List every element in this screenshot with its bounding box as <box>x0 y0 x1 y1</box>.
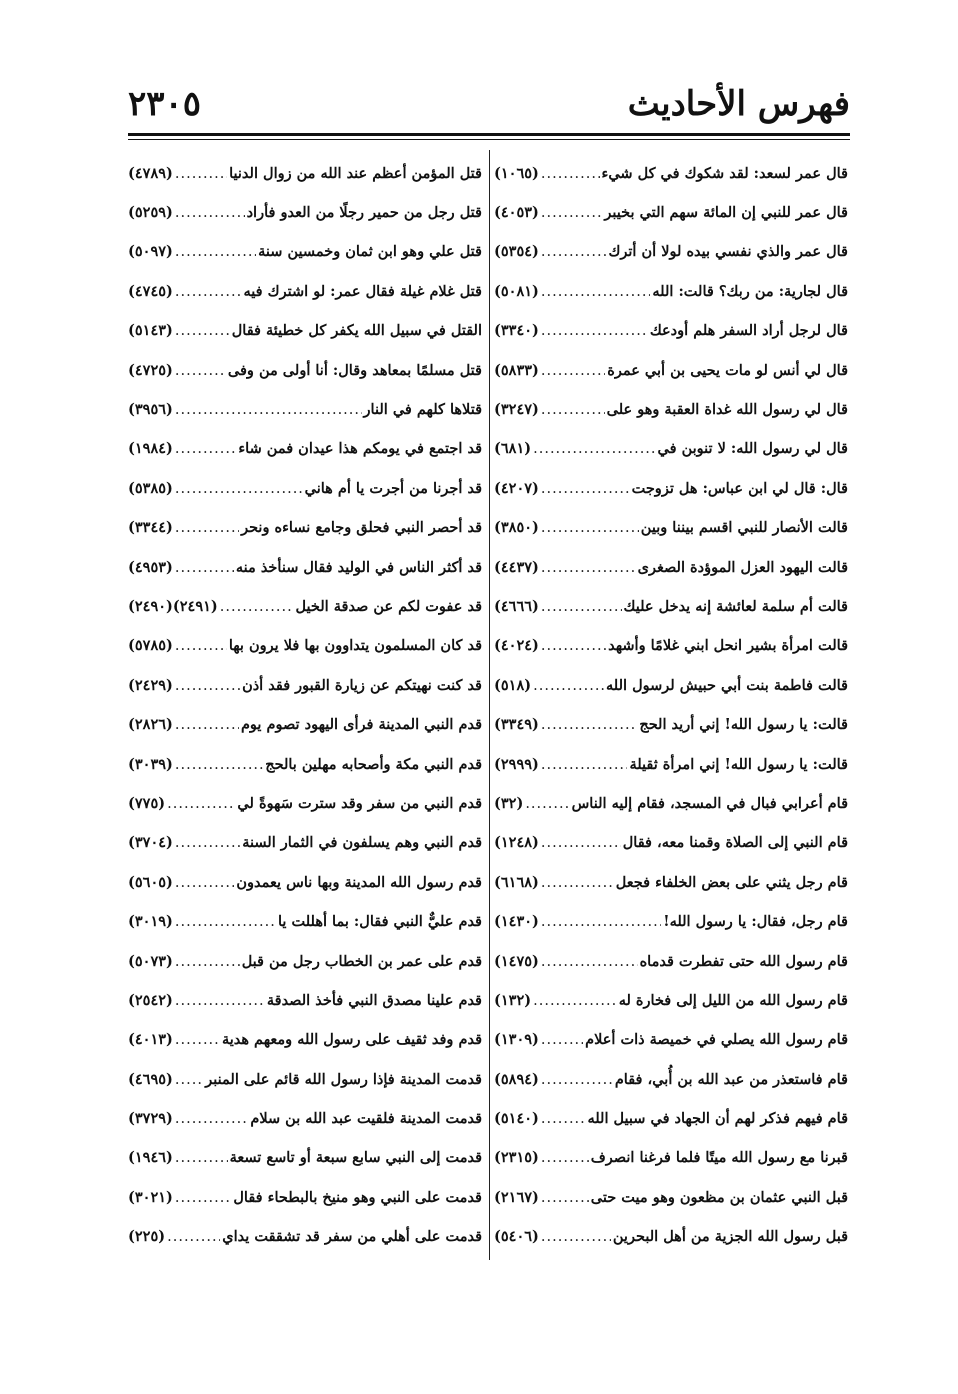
hadith-index-entry <box>494 154 848 193</box>
hadith-index-entry <box>494 705 848 744</box>
hadith-index-entry <box>128 548 482 587</box>
dot-leader <box>175 471 303 507</box>
dot-leader <box>525 786 569 822</box>
hadith-text: قال لجارية: من ربك؟ قالت: الله <box>652 282 848 300</box>
hadith-number: (٣٩٥٦) <box>128 401 173 419</box>
hadith-number: (٦١٦٨) <box>494 873 539 891</box>
hadith-number: (٤٦٦٦) <box>494 597 539 615</box>
hadith-text: قدمت المدينة فإذا رسول الله قائم على المنبر <box>205 1070 482 1088</box>
hadith-text: قام النبي إلى الصلاة وقمنا معه، فقال <box>622 834 848 852</box>
dot-leader <box>533 983 617 1019</box>
hadith-number: (٤٢٠٧) <box>494 479 539 497</box>
hadith-index-entry <box>128 312 482 351</box>
hadith-text: قام أعرابي فبال في المسجد، فقام إليه الناس <box>571 794 848 812</box>
hadith-number: (٣٣٤٤) <box>128 519 173 537</box>
dot-leader <box>175 747 263 783</box>
hadith-number: (٣٠٢١) <box>128 1188 173 1206</box>
hadith-number: (٥٠٧٣) <box>128 952 173 970</box>
hadith-text: قام رجل يثني على بعض الخلفاء فجعل <box>615 873 848 891</box>
hadith-index-entry <box>494 1218 848 1257</box>
hadith-index-entry <box>494 509 848 548</box>
hadith-index-entry <box>128 390 482 429</box>
dot-leader <box>175 392 362 428</box>
hadith-number: (١٩٤٦) <box>128 1149 173 1167</box>
hadith-index-entry <box>494 1139 848 1178</box>
hadith-number: (٣٠٣٩) <box>128 755 173 773</box>
dot-leader <box>175 274 242 310</box>
hadith-number: (٥٠٩٧) <box>128 243 173 261</box>
dot-leader <box>541 313 648 349</box>
hadith-index-entry <box>494 193 848 232</box>
dot-leader <box>175 707 239 743</box>
hadith-text: قد عفوت لكم عن صدقة الخيل <box>295 597 482 615</box>
hadith-number: (٢٣١٥) <box>494 1149 539 1167</box>
hadith-text: قدم على عمر بن الخطاب رجل من قبل <box>241 952 482 970</box>
right-column <box>494 154 848 1257</box>
dot-leader <box>175 1101 248 1137</box>
dot-leader <box>541 944 638 980</box>
hadith-index-entry <box>494 587 848 626</box>
dot-leader <box>533 668 604 704</box>
left-column <box>128 154 482 1257</box>
hadith-number: (٢٨٢٦) <box>128 716 173 734</box>
hadith-index-entry <box>128 1060 482 1099</box>
hadith-text: قال عمر للنبي إن المائة سهم التي بخيبر <box>604 204 848 222</box>
hadith-number: (٤٧٢٥) <box>128 361 173 379</box>
dot-leader <box>175 825 240 861</box>
dot-leader <box>220 589 294 625</box>
hadith-index-entry <box>494 351 848 390</box>
hadith-number: (٢٢٥) <box>128 1228 166 1246</box>
dot-leader <box>541 1062 613 1098</box>
hadith-text: قبل النبي عثمان بن مظعون وهو ميت حتى <box>590 1188 848 1206</box>
hadith-text: قدم عليٌّ النبي فقال: بما أهللت يا <box>277 913 482 931</box>
dot-leader <box>175 983 265 1019</box>
hadith-text: قبل رسول الله الجزية من أهل البحرين <box>612 1228 848 1246</box>
hadith-number: (٦٨١) <box>494 440 532 458</box>
hadith-number: (٣٣٤٩) <box>494 716 539 734</box>
hadith-index-entry <box>128 1021 482 1060</box>
hadith-text: قبرنا مع رسول الله ميتًا فلما فرغنا انصرف <box>590 1149 848 1167</box>
dot-leader <box>175 904 276 940</box>
hadith-text: قتل المؤمن أعظم عند الله من زوال الدنيا <box>229 164 482 182</box>
dot-leader <box>541 550 636 586</box>
hadith-index-entry <box>494 627 848 666</box>
hadith-text: قام فاستعذر من عبد الله بن أُبي، فقام <box>614 1070 848 1088</box>
hadith-text: قدمت المدينة فلقيت عبد الله بن سلام <box>250 1110 482 1128</box>
hadith-index-entry <box>128 1218 482 1257</box>
hadith-index-entry <box>128 469 482 508</box>
hadith-number: (٢٥٤٢) <box>128 991 173 1009</box>
hadith-text: قالت: يا رسول الله! إني امرأة ثقيلة <box>629 755 848 773</box>
dot-leader <box>541 392 605 428</box>
hadith-index-entry <box>128 430 482 469</box>
hadith-number: (٣٠١٩) <box>128 913 173 931</box>
dot-leader <box>541 195 603 231</box>
hadith-text: قدم وفد ثقيف على رسول الله ومعهم هدية <box>221 1031 482 1049</box>
hadith-number: (٥٧٨٥) <box>128 637 173 655</box>
page-title: فهرس الأحاديث <box>627 84 850 124</box>
hadith-number: (٣٧٠٤) <box>128 834 173 852</box>
hadith-text: قالت أم سلمة لعائشة إنه يدخل عليك <box>623 597 848 615</box>
header-rule-thick <box>128 133 850 136</box>
hadith-text: قام رسول الله من الليل إلى فخارة له <box>618 991 848 1009</box>
dot-leader <box>541 1180 589 1216</box>
hadith-text: قالت الأنصار للنبي اقسم بيننا وبين <box>640 519 848 537</box>
hadith-number: (٥٤٠٦) <box>494 1228 539 1246</box>
dot-leader <box>175 628 227 664</box>
hadith-text: قدم النبي المدينة فرأى اليهود تصوم يوم <box>240 716 482 734</box>
hadith-text: قتل غلام غيلة فقال عمر: لو اشترك فيه <box>243 282 482 300</box>
dot-leader <box>175 195 245 231</box>
hadith-number: (٥١٨) <box>494 676 532 694</box>
hadith-text: قتل علي وهو ابن ثمان وخمسين سنة <box>258 243 482 261</box>
hadith-index-entry <box>128 902 482 941</box>
dot-leader <box>175 944 240 980</box>
hadith-number: (١٣٠٩) <box>494 1031 539 1049</box>
hadith-index-entry <box>494 548 848 587</box>
hadith-index-entry <box>494 784 848 823</box>
hadith-text: قدم رسول الله المدينة وبها ناس يعمدون <box>236 873 482 891</box>
dot-leader <box>541 865 614 901</box>
hadith-text: قد كنت نهيتكم عن زيارة القبور فقد أذن <box>242 676 482 694</box>
dot-leader <box>541 353 605 389</box>
hadith-number: (١٢٤٨) <box>494 834 539 852</box>
hadith-number: (٥١٤٠) <box>494 1110 539 1128</box>
hadith-text: قتل رجل من حمير رجلًا من العدو فأراد <box>246 204 482 222</box>
hadith-number: (٥٨٩٤) <box>494 1070 539 1088</box>
hadith-text: قام فيهم فذكر لهم أن الجهاد في سبيل الله <box>587 1110 848 1128</box>
hadith-number: (٧٧٥) <box>128 794 166 812</box>
hadith-index-entry <box>128 154 482 193</box>
hadith-index-entry <box>128 824 482 863</box>
dot-leader <box>541 234 607 270</box>
hadith-index-entry <box>128 863 482 902</box>
hadith-number: (٢٤٢٩) <box>128 676 173 694</box>
hadith-index-entry <box>128 784 482 823</box>
hadith-index-entry <box>494 312 848 351</box>
header-rule-thin <box>128 139 850 140</box>
dot-leader <box>541 510 639 546</box>
hadith-text: قتل مسلمًا بمعاهد وقال: أنا أولى من وفى <box>227 361 482 379</box>
hadith-number: (٤٧٨٩) <box>128 164 173 182</box>
hadith-index-entry <box>128 509 482 548</box>
dot-leader <box>175 550 234 586</box>
dot-leader <box>175 1062 203 1098</box>
hadith-text: قدمت على النبي وهو منيخ بالبطحاء فقال <box>233 1188 482 1206</box>
hadith-number: (٣٢٤٧) <box>494 401 539 419</box>
hadith-text: قدم علينا مصدق النبي فأخذ الصدقة <box>266 991 482 1009</box>
dot-leader <box>541 904 661 940</box>
hadith-text: قالت فاطمة بنت أبي حبيش لرسول الله <box>606 676 848 694</box>
hadith-index-entry <box>128 745 482 784</box>
hadith-text: قام رجل، فقال: يا رسول الله! <box>663 913 848 931</box>
dot-leader <box>541 1101 586 1137</box>
dot-leader <box>175 353 226 389</box>
hadith-number: (٢٩٩٩) <box>494 755 539 773</box>
hadith-index-entry <box>494 430 848 469</box>
hadith-index-entry <box>128 705 482 744</box>
hadith-text: قال لرجل أراد السفر هلم أودعك <box>649 322 848 340</box>
hadith-index-entry <box>494 745 848 784</box>
dot-leader <box>175 1180 231 1216</box>
column-divider <box>489 150 490 1260</box>
dot-leader <box>175 313 230 349</box>
hadith-number: (١٤٣٠) <box>494 913 539 931</box>
hadith-index-entry <box>128 193 482 232</box>
hadith-text: قال: قال لي ابن عباس: هل تزوجت <box>631 479 848 497</box>
hadith-number: (٣٧٢٩) <box>128 1110 173 1128</box>
hadith-number: (٤٩٥٣) <box>128 558 173 576</box>
hadith-index-entry <box>494 981 848 1020</box>
dot-leader <box>175 234 256 270</box>
dot-leader <box>541 274 650 310</box>
hadith-index-entry <box>494 233 848 272</box>
dot-leader <box>175 668 240 704</box>
hadith-number: (٥٠٨١) <box>494 282 539 300</box>
page-number: ٢٣٠٥ <box>128 84 202 124</box>
hadith-index-entry <box>494 942 848 981</box>
hadith-index-entry <box>128 233 482 272</box>
hadith-text: قالت اليهود العزل الموؤدة الصغرى <box>637 558 848 576</box>
hadith-number: (٥٣٥٤) <box>494 243 539 261</box>
hadith-number: (٥١٤٣) <box>128 322 173 340</box>
dot-leader <box>541 589 622 625</box>
hadith-number: (٤٧٤٥) <box>128 282 173 300</box>
page-header <box>128 78 850 132</box>
hadith-index-entry <box>494 902 848 941</box>
dot-leader <box>175 865 234 901</box>
hadith-number: (٤٦٩٥) <box>128 1070 173 1088</box>
hadith-number: (١٩٨٤) <box>128 440 173 458</box>
hadith-index-entry <box>494 666 848 705</box>
hadith-number: (٥٢٥٩) <box>128 204 173 222</box>
hadith-text: قدم النبي وهم يسلفون في الثمار السنة <box>242 834 482 852</box>
hadith-index-entry <box>128 1139 482 1178</box>
hadith-index-entry <box>128 981 482 1020</box>
hadith-index-entry <box>494 1021 848 1060</box>
hadith-number: (٤٠١٣) <box>128 1031 173 1049</box>
dot-leader <box>541 1140 589 1176</box>
hadith-number: (٤٠٥٣) <box>494 204 539 222</box>
hadith-text: قد أكثر الناس في الوليد فقال سنأخذ منه <box>235 558 482 576</box>
dot-leader <box>541 747 628 783</box>
hadith-index-entry <box>494 390 848 429</box>
hadith-number: (٢١٦٧) <box>494 1188 539 1206</box>
hadith-index-entry <box>494 863 848 902</box>
hadith-text: قد كان المسلمون يتداوون بها فلا يرون بها <box>228 637 482 655</box>
hadith-index-entry <box>128 272 482 311</box>
dot-leader <box>541 707 637 743</box>
dot-leader <box>541 628 606 664</box>
hadith-text: قدم النبي من سفر وقد سترت سَهوةً لي <box>237 794 482 812</box>
dot-leader <box>541 1219 611 1255</box>
hadith-index-entry <box>494 1099 848 1138</box>
hadith-number: (٢٤٩١)(٢٤٩٠) <box>128 597 218 615</box>
hadith-number: (٣٣٤٠) <box>494 322 539 340</box>
dot-leader <box>541 156 600 192</box>
hadith-text: قام رسول الله يصلي في خميصة ذات أعلام <box>585 1031 848 1049</box>
hadith-index-entry <box>494 824 848 863</box>
hadith-number: (٤٠٢٤) <box>494 637 539 655</box>
hadith-number: (٤٤٣٧) <box>494 558 539 576</box>
dot-leader <box>175 1140 228 1176</box>
hadith-text: قال لي أنس لو مات يحيى بن أبي عمرة <box>607 361 848 379</box>
hadith-text: قال لي رسول الله غداة العقبة وهو على <box>606 401 848 419</box>
dot-leader <box>175 510 239 546</box>
hadith-text: قام رسول الله حتى تفطرت قدماه <box>639 952 848 970</box>
hadith-index-entry <box>494 469 848 508</box>
hadith-number: (٣٨٥٠) <box>494 519 539 537</box>
hadith-index-entry <box>128 942 482 981</box>
hadith-number: (١٤٧٥) <box>494 952 539 970</box>
dot-leader <box>175 1022 220 1058</box>
hadith-index-entry <box>128 1099 482 1138</box>
hadith-text: قد اجتمع في يومكم هذا عيدان فمن شاء <box>238 440 482 458</box>
hadith-text: قالت امرأة بشير انحل ابني غلامًا وأشهد <box>608 637 848 655</box>
hadith-text: قال عمر لسعد: لقد شكوك في كل شيء <box>601 164 848 182</box>
hadith-index-entry <box>128 627 482 666</box>
hadith-index-entry <box>128 587 482 626</box>
hadith-index-entry <box>128 666 482 705</box>
hadith-index-entry <box>128 351 482 390</box>
hadith-text: قدمت إلى النبي سابع سبعة أو تاسع تسعة <box>229 1149 482 1167</box>
hadith-text: قال لي رسول الله: لا تنوبن في <box>657 440 848 458</box>
hadith-index-entry <box>494 1060 848 1099</box>
hadith-text: قدمت على أهلي من سفر قد تشققت يداي <box>222 1228 482 1246</box>
hadith-index-entry <box>494 272 848 311</box>
hadith-text: قدم النبي مكة وأصحابه مهلين بالحج <box>265 755 482 773</box>
hadith-text: قال عمر والذي نفسي بيده لولا أن أترك <box>608 243 848 261</box>
hadith-number: (١٣٢) <box>494 991 532 1009</box>
dot-leader <box>541 471 630 507</box>
dot-leader <box>175 156 227 192</box>
dot-leader <box>541 1022 583 1058</box>
hadith-number: (٥٨٣٣) <box>494 361 539 379</box>
hadith-index-entry <box>494 1178 848 1217</box>
hadith-number: (٣٢) <box>494 794 524 812</box>
hadith-index-entry <box>128 1178 482 1217</box>
hadith-number: (١٠٦٥) <box>494 164 539 182</box>
hadith-text: قالت: يا رسول الله! إني أريد الحج <box>639 716 848 734</box>
dot-leader <box>175 431 236 467</box>
hadith-number: (٥٦٠٥) <box>128 873 173 891</box>
hadith-text: القتل في سبيل الله يكفر كل خطيئة فقال <box>231 322 482 340</box>
hadith-text: قد أحصر النبي فحلق وجامع نساءه ونحر <box>241 519 482 537</box>
hadith-text: قد أجرنا من أجرت يا أم هاني <box>304 479 482 497</box>
dot-leader <box>167 1219 220 1255</box>
hadith-text: قتلاها كلهم في النار <box>363 401 482 419</box>
dot-leader <box>167 786 235 822</box>
dot-leader <box>533 431 655 467</box>
hadith-number: (٥٣٨٥) <box>128 479 173 497</box>
dot-leader <box>541 825 621 861</box>
